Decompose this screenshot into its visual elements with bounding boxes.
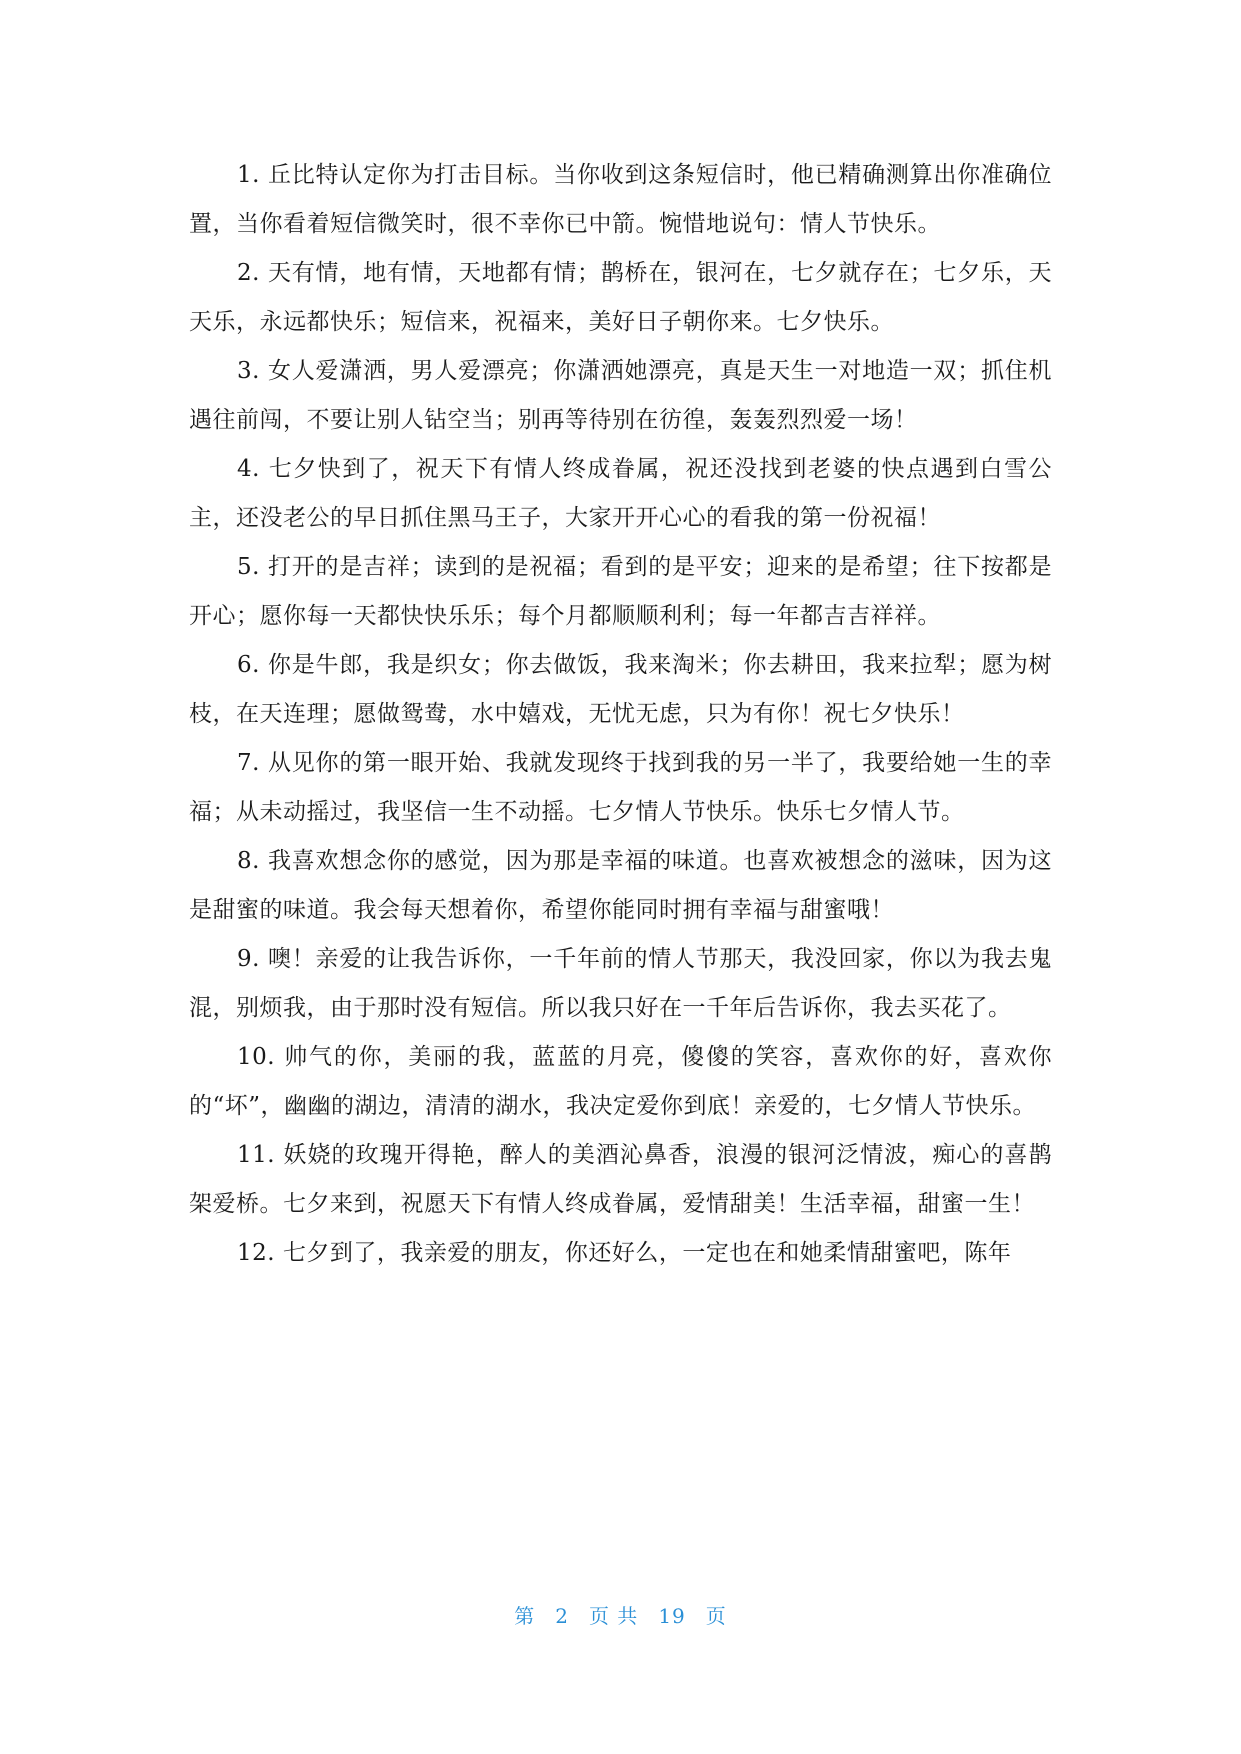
- paragraph-6: 6. 你是牛郎，我是织女；你去做饭，我来淘米；你去耕田，我来拉犁；愿为树枝，在天连理；愿做鸳鸯，水中嬉戏，无忧无虑，只为有你！祝七夕快乐！: [189, 652, 1052, 727]
- paragraph-1: 1. 丘比特认定你为打击目标。当你收到这条短信时，他已精确测算出你准确位置，当你看着短信微笑时，很不幸你已中箭。惋惜地说句：情人节快乐。: [189, 162, 1052, 237]
- document-body: [189, 151, 1052, 1278]
- paragraph-8: 8. 我喜欢想念你的感觉，因为那是幸福的味道。也喜欢被想念的滋味，因为这是甜蜜的味道。我会每天想着你，希望你能同时拥有幸福与甜蜜哦！: [189, 848, 1052, 923]
- page-number-footer: [0, 1600, 1241, 1629]
- footer-suffix: 页: [705, 1604, 727, 1628]
- total-page-count: 19: [658, 1604, 686, 1628]
- paragraph-12: 12. 七夕到了，我亲爱的朋友，你还好么，一定也在和她柔情甜蜜吧，陈年: [237, 1240, 1012, 1266]
- paragraph-9: 9. 噢！亲爱的让我告诉你，一千年前的情人节那天，我没回家，你以为我去鬼混，别烦我，由于那时没有短信。所以我只好在一千年后告诉你，我去买花了。: [189, 946, 1052, 1021]
- paragraph-2: 2. 天有情，地有情，天地都有情；鹊桥在，银河在，七夕就存在；七夕乐，天天乐，永远都快乐；短信来，祝福来，美好日子朝你来。七夕快乐。: [189, 260, 1052, 335]
- paragraph-5: 5. 打开的是吉祥；读到的是祝福；看到的是平安；迎来的是希望；往下按都是开心；愿你每一天都快快乐乐；每个月都顺顺利利；每一年都吉吉祥祥。: [189, 554, 1052, 629]
- paragraph-11: 11. 妖娆的玫瑰开得艳，醉人的美酒沁鼻香，浪漫的银河泛情波，痴心的喜鹊架爱桥。七夕来到，祝愿天下有情人终成眷属，爱情甜美！生活幸福，甜蜜一生！: [189, 1142, 1052, 1217]
- footer-prefix: 第: [514, 1604, 536, 1628]
- paragraph-4: 4. 七夕快到了，祝天下有情人终成眷属，祝还没找到老婆的快点遇到白雪公主，还没老公的早日抓住黑马王子，大家开开心心的看我的第一份祝福！: [189, 456, 1052, 531]
- footer-middle: 页 共: [588, 1604, 639, 1628]
- paragraph-10: 10. 帅气的你，美丽的我，蓝蓝的月亮，傻傻的笑容，喜欢你的好，喜欢你的“坏”，幽幽的湖边，清清的湖水，我决定爱你到底！亲爱的，七夕情人节快乐。: [189, 1044, 1052, 1119]
- paragraph-7: 7. 从见你的第一眼开始、我就发现终于找到我的另一半了，我要给她一生的幸福；从未动摇过，我坚信一生不动摇。七夕情人节快乐。快乐七夕情人节。: [189, 750, 1052, 825]
- current-page-number: 2: [555, 1604, 569, 1628]
- paragraph-3: 3. 女人爱潇洒，男人爱漂亮；你潇洒她漂亮，真是天生一对地造一双；抓住机遇往前闯，不要让别人钻空当；别再等待别在彷徨，轰轰烈烈爱一场！: [189, 358, 1052, 433]
